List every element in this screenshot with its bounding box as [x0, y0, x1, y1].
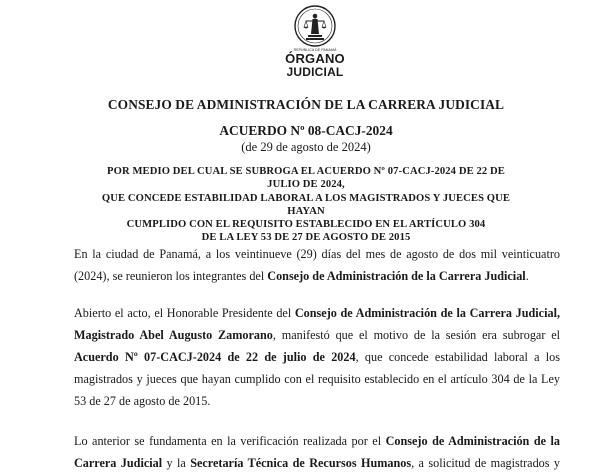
bold-run: Secretaría Técnica de Recursos Humanos [190, 456, 412, 470]
council-heading: CONSEJO DE ADMINISTRACIÓN DE LA CARRERA JUDICIAL [107, 97, 505, 112]
preamble-line: CUMPLIDO CON EL REQUISITO ESTABLECIDO EN EL ARTÍCULO 304 [126, 219, 486, 231]
bold-run: Acuerdo Nº 07-CACJ-2024 de 22 de julio de 2024 [74, 350, 356, 364]
text-run: magistrados y jueces que hayan cumplido con el requisito establecido en el artículo 304 de la Ley [74, 372, 560, 386]
preamble-line: QUE CONCEDE ESTABILIDAD LABORAL A LOS MAGISTRADOS Y JUECES QUE HAYAN [101, 192, 511, 217]
paragraph-line [74, 430, 560, 452]
text-run: En la ciudad de Panamá, a los veintinueve (29) días del mes de agosto de dos mil veinticuatro [74, 247, 560, 261]
bold-run: Consejo de Administración de la Carrera Judicial, [294, 306, 560, 320]
preamble-line: DE LA LEY 53 DE 27 DE AGOSTO DE 2015 [201, 232, 411, 244]
agreement-title: ACUERDO Nº 08-CACJ-2024 [219, 123, 393, 138]
paragraph-line [74, 346, 560, 368]
agreement-date: (de 29 de agosto de 2024) [241, 140, 371, 154]
paragraph-line [74, 452, 560, 474]
paragraph-line [74, 243, 560, 265]
logo-word-organo: ÓRGANO [285, 51, 345, 66]
text-run: , que concede estabilidad laboral a los [355, 350, 560, 364]
text-run: Abierto el acto, el Honorable Presidente del [74, 306, 295, 320]
text-run: 53 de 27 de agosto de 2015. [74, 394, 211, 408]
paragraph-line [74, 390, 560, 412]
logo-word-judicial: JUDICIAL [286, 65, 344, 79]
text-run: , manifestó que el motivo de la sesión era subrogar el [272, 328, 560, 342]
text-run: Lo anterior se fundamenta en la verificación realizada por el [74, 434, 386, 448]
paragraph-2 [74, 302, 560, 412]
paragraph-line [74, 265, 560, 287]
text-run: . [525, 269, 529, 283]
paragraph-line [74, 324, 560, 346]
text-run: , a solicitud de magistrados y [411, 456, 561, 470]
paragraph-line [74, 368, 560, 390]
bold-run: Magistrado Abel Augusto Zamorano [74, 328, 273, 342]
text-run: (2024), se reunieron los integrantes del [74, 269, 268, 283]
bold-run: Consejo de Administración de la [385, 434, 560, 448]
paragraph-3 [74, 430, 560, 474]
text-run: y la [162, 456, 191, 470]
bold-run: Consejo de Administración de la Carrera Judicial [267, 269, 526, 283]
agreement-preamble [100, 165, 512, 245]
preamble-line: POR MEDIO DEL CUAL SE SUBROGA EL ACUERDO Nº 07-CACJ-2024 DE 22 DE JULIO DE 2024, [107, 166, 505, 191]
justice-seal-icon [285, 4, 345, 50]
logo-subtitle: REPÚBLICA DE PANAMÁ [293, 48, 337, 52]
paragraph-line [74, 302, 560, 324]
organo-judicial-logo [285, 4, 345, 84]
paragraph-1 [74, 243, 560, 287]
bold-run: Carrera Judicial [74, 456, 163, 470]
